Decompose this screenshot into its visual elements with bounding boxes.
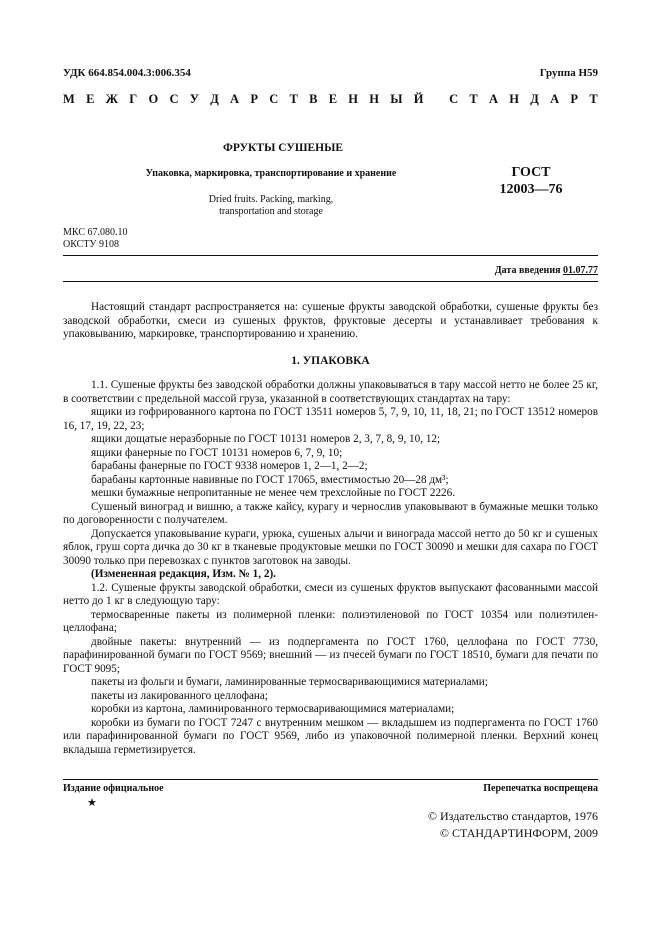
udk-code: УДК 664.854.004.3:006.354: [63, 67, 191, 79]
clause-1-1: 1.1. Сушеные фрукты без заводской обработки должны упаковываться в тару массой нетто не более 25 кг, в соответствии с предельной массой груза, указанной в соответствующих стандартах на тару:: [63, 379, 598, 405]
clause-1-1-item-a: ящики из гофрированного картона по ГОСТ 13511 номеров 5, 7, 9, 10, 11, 18, 21; по ГОСТ 13512 номеров 16, 17, 19, 22, 23;: [63, 406, 598, 432]
banner-letter: А: [230, 92, 240, 106]
footer-divider: [63, 779, 598, 780]
gost-number: 12003—76: [499, 182, 563, 197]
clause-1-2-item-f: коробки из бумаги по ГОСТ 7247 с внутренним мешком — вкладышем из подпергамента по ГОСТ 1760 или парафинированной бумаги по ГОСТ 9569, либо из упаковочной полимерной пленки. Верхний конец вкладыша герметизируется.: [63, 716, 598, 756]
clause-1-2-item-a: термосваренные пакеты из полимерной пленки: полиэтиленовой по ГОСТ 10354 или полиэтилен-целлофана;: [63, 608, 598, 634]
clause-1-2-item-c: пакеты из фольги и бумаги, ламинированные термосваривающимися материалами;: [91, 676, 488, 688]
intro-date-label: Дата введения: [494, 265, 563, 276]
banner-letter: Т: [289, 92, 298, 106]
clause-1-1-item-e: барабаны картонные навивные по ГОСТ 17065, вместимостью 20—28 дм³;: [91, 473, 449, 486]
star-mark: ★: [87, 797, 97, 809]
banner-letter: С: [449, 92, 459, 106]
clause-1-2: 1.2. Сушеные фрукты заводской обработки, смеси из сушеных фруктов выпускают фасованными массой нетто до 1 кг в следующую тару:: [63, 581, 598, 607]
amendment-note: (Измененная редакция, Изм. № 1, 2).: [91, 568, 276, 580]
banner-letter: [435, 92, 438, 107]
clause-1-2-item-e: коробки из картона, ламинированного термосваривающимися материалами;: [91, 703, 455, 715]
clause-1-2-item-d: пакеты из лакированного целлофана;: [91, 689, 268, 702]
group-code: Группа Н59: [539, 67, 598, 79]
banner-letter: Е: [328, 92, 338, 106]
intro-section: [63, 301, 598, 342]
english-title-line-2: transportation and storage: [219, 206, 323, 217]
banner-letter: О: [148, 92, 159, 106]
banner-letter: Р: [570, 92, 579, 106]
banner-letter: Е: [86, 92, 95, 106]
okstu-code: ОКСТУ 9108: [63, 239, 120, 250]
banner-letter: В: [309, 92, 318, 106]
interstate-standard-banner: [63, 92, 598, 107]
intro-date: [495, 265, 598, 277]
intro-date-value: 01.07.77: [563, 265, 598, 276]
banner-letter: Р: [250, 92, 258, 106]
banner-letter: Н: [348, 92, 359, 106]
document-title: ФРУКТЫ СУШЕНЫЕ: [223, 142, 344, 154]
document-subtitle: Упаковка, маркировка, транспортирование и хранение: [145, 168, 397, 179]
banner-letter: Д: [530, 92, 539, 106]
mks-code: МКС 67.080.10: [63, 227, 128, 238]
copyright-2009: © СТАНДАРТИНФОРМ, 2009: [439, 826, 598, 840]
clause-1-1-item-b: ящики дощатые неразборные по ГОСТ 10131 номеров 2, 3, 7, 8, 9, 10, 12;: [91, 433, 441, 445]
header-divider: [63, 255, 598, 256]
copyright-1976: © Издательство стандартов, 1976: [427, 809, 598, 823]
banner-letter: Н: [369, 92, 379, 106]
gost-label: ГОСТ: [511, 165, 551, 180]
banner-letter: У: [189, 92, 199, 106]
banner-letter: Т: [469, 92, 478, 106]
banner-letter: Н: [509, 92, 520, 106]
clause-1-1-note-2: Допускается упаковывание кураги, урюка, сушеных алычи и винограда массой нетто до 50 кг и сушеных яблок, груш сорта дичка до 30 кг в тканевые продуктовые мешки по ГОСТ 30090 и мешки для сахара по ГОСТ 30090 только при перевозках с пунктов заготовок на заводы.: [63, 527, 598, 567]
banner-letter: Т: [589, 92, 598, 106]
banner-letter: С: [169, 92, 179, 106]
reprint-notice: Перепечатка воспрещена: [483, 783, 598, 794]
section-heading-packing: 1. УПАКОВКА: [291, 355, 370, 367]
banner-letter: А: [550, 92, 560, 106]
banner-letter: Й: [413, 92, 424, 106]
banner-letter: А: [489, 92, 499, 106]
clause-1-1-note-1: Сушеный виноград и вишню, а также кайсу, курагу и чернослив упаковывают в бумажные мешки только по договоренности с получателем.: [63, 500, 598, 526]
banner-letter: Г: [129, 92, 138, 106]
date-divider: [63, 281, 598, 282]
banner-letter: М: [63, 92, 75, 106]
official-edition: Издание официальное: [63, 783, 164, 794]
banner-letter: Ж: [105, 92, 119, 106]
clause-1-2-item-b: двойные пакеты: внутренний — из подпергамента по ГОСТ 1760, целлофана по ГОСТ 7730, парафинированной бумаги по ГОСТ 9569; внешний — из пчеcей бумаги по ГОСТ 18510, бумаги для печати по ГОСТ 9095;: [63, 635, 598, 675]
clause-1-1-item-d: барабаны фанерные по ГОСТ 9338 номеров 1, 2—1, 2—2;: [91, 460, 368, 472]
banner-letter: Д: [210, 92, 219, 106]
banner-letter: Ы: [390, 92, 403, 106]
clause-1-1-item-f: мешки бумажные непропитанные не менее чем трехслойные по ГОСТ 2226.: [91, 487, 456, 499]
intro-paragraph: Настоящий стандарт распространяется на: сушеные фрукты заводской обработки, сушеные фрукты без заводской обработки, смеси из сушеных фруктов, фруктовые десерты и устанавливает требования к упаковыванию, маркировке, транспортированию и хранению.: [63, 301, 598, 340]
clause-1-1-item-c: ящики фанерные по ГОСТ 10131 номеров 6, 7, 9, 10;: [91, 446, 343, 459]
banner-letter: С: [269, 92, 279, 106]
section-1-body: [63, 379, 598, 757]
english-title-line-1: Dried fruits. Packing, marking,: [208, 194, 334, 205]
